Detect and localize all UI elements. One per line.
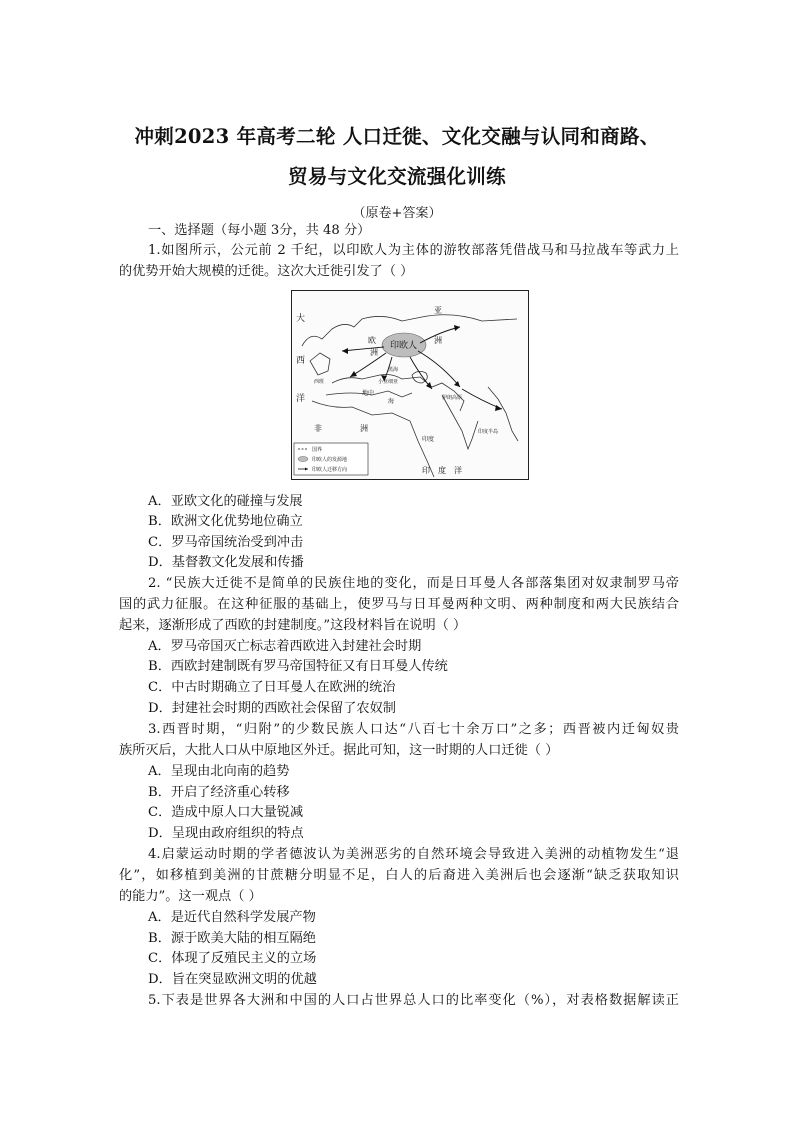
map-legend-direction: 印欧人迁移方向	[312, 467, 348, 473]
section-heading: 一、选择题（每小题 3分，共 48 分）	[148, 223, 371, 238]
q4-option-b: B．源于欧美大陆的相互隔绝	[148, 931, 316, 946]
q3-option-b: B．开启了经济重心转移	[148, 785, 290, 800]
map-label-xiaoyaxiya: 小亚细亚	[378, 379, 399, 385]
q3-stem-line-1: 3.西晋时期，“归附”的少数民族人口达“八百七十余万口”之多；西晋被内迁匈奴贵	[148, 722, 679, 737]
q5-stem-line-1: 5.下表是世界各大洲和中国的人口占世界总人口的比率变化（%），对表格数据解读正	[148, 993, 679, 1008]
migration-map	[291, 290, 529, 480]
q2-option-a: A．罗马帝国灭亡标志着西欧进入封建社会时期	[148, 639, 422, 654]
map-label-ou: 欧	[368, 336, 376, 345]
q2-option-c: C．中古时期确立了日耳曼人在欧洲的统治	[148, 680, 396, 695]
map-legend-border: 国界	[312, 447, 323, 453]
map-label-yilan: 伊朗高原	[442, 395, 463, 401]
map-label-yinduyang: 印 度 洋	[422, 466, 462, 475]
q4-stem-line-3: 的能力”。这一观点（ ）	[119, 889, 262, 904]
q3-option-c: C．造成中原人口大量锐减	[148, 805, 304, 820]
q1-option-c: C．罗马帝国统治受到冲击	[148, 535, 304, 550]
q2-option-b: B．西欧封建制既有罗马帝国特征又有日耳曼人传统	[148, 659, 448, 674]
map-label-ximan: 西班	[314, 379, 325, 385]
map-label-xi: 西	[296, 356, 306, 366]
map-label-zhou: 洲	[370, 348, 378, 357]
migration-map-drawing	[292, 291, 528, 479]
map-label-hai: 海	[388, 398, 395, 405]
q3-option-a: A．呈现由北向南的趋势	[148, 764, 290, 779]
q2-option-d: D．封建社会时期的西欧社会保留了农奴制	[148, 701, 396, 716]
map-label-yindu: 印度	[422, 436, 435, 443]
q4-stem-line-2: 化”，如移植到美洲的甘蔗糖分明显不足，白人的后裔进入美洲后也会逐渐“缺乏获取知识	[119, 868, 679, 883]
q1-option-a: A．亚欧文化的碰撞与发展	[148, 494, 303, 509]
map-label-zhou2: 洲	[434, 336, 442, 345]
q1-option-d: D．基督教文化发展和传播	[148, 555, 304, 570]
q4-option-a: A．是近代自然科学发展产物	[148, 910, 316, 925]
map-label-feizhou2: 洲	[360, 424, 368, 433]
q2-stem-line-3: 起来，逐渐形成了西欧的封建制度。”这段材料旨在说明（ ）	[119, 618, 467, 633]
map-label-indoeur: 印欧人	[390, 341, 418, 351]
q1-option-b: B．欧洲文化优势地位确立	[148, 514, 303, 529]
q3-option-d: D．呈现由政府组织的特点	[148, 826, 304, 841]
map-label-nanya: 印度半岛	[478, 429, 499, 435]
q4-option-c: C．体现了反殖民主义的立场	[148, 951, 317, 966]
map-label-dizhong: 地中	[362, 390, 375, 397]
q1-stem-line-1: 1.如图所示，公元前 2 千纪，以印欧人为主体的游牧部落凭借战马和马拉战车等武力上	[148, 243, 679, 258]
map-label-ya: 亚	[434, 306, 442, 315]
q2-stem-line-1: 2. “民族大迁徙不是简单的民族住地的变化，而是日耳曼人各部落集团对奴隶制罗马帝	[148, 576, 679, 591]
q3-stem-line-2: 族所灭后，大批人口从中原地区外迁。据此可知，这一时期的人口迁徙（ ）	[119, 743, 559, 758]
map-label-yang: 洋	[296, 394, 306, 404]
map-label-heihai: 黑海	[388, 367, 399, 373]
map-label-feizhou1: 非	[314, 424, 322, 433]
q4-option-d: D．旨在突显欧洲文明的优越	[148, 972, 317, 987]
map-legend-origin: 印欧人的发源地	[312, 457, 348, 463]
q1-stem-line-2: 的优势开始大规模的迁徙。这次大迁徙引发了（ ）	[119, 264, 414, 279]
title-line-1: 冲刺2023 年高考二轮 人口迁徙、文化交融与认同和商路、	[134, 125, 660, 148]
map-label-da: 大	[296, 314, 306, 324]
subtitle: （原卷+答案）	[352, 206, 442, 221]
title-line-2: 贸易与文化交流强化训练	[288, 165, 506, 188]
q2-stem-line-2: 国的武力征服。在这种征服的基础上，使罗马与日耳曼两种文明、两种制度和两大民族结合	[119, 597, 679, 612]
q4-stem-line-1: 4.启蒙运动时期的学者德波认为美洲恶劣的自然环境会导致进入美洲的动植物发生“退	[148, 847, 679, 862]
